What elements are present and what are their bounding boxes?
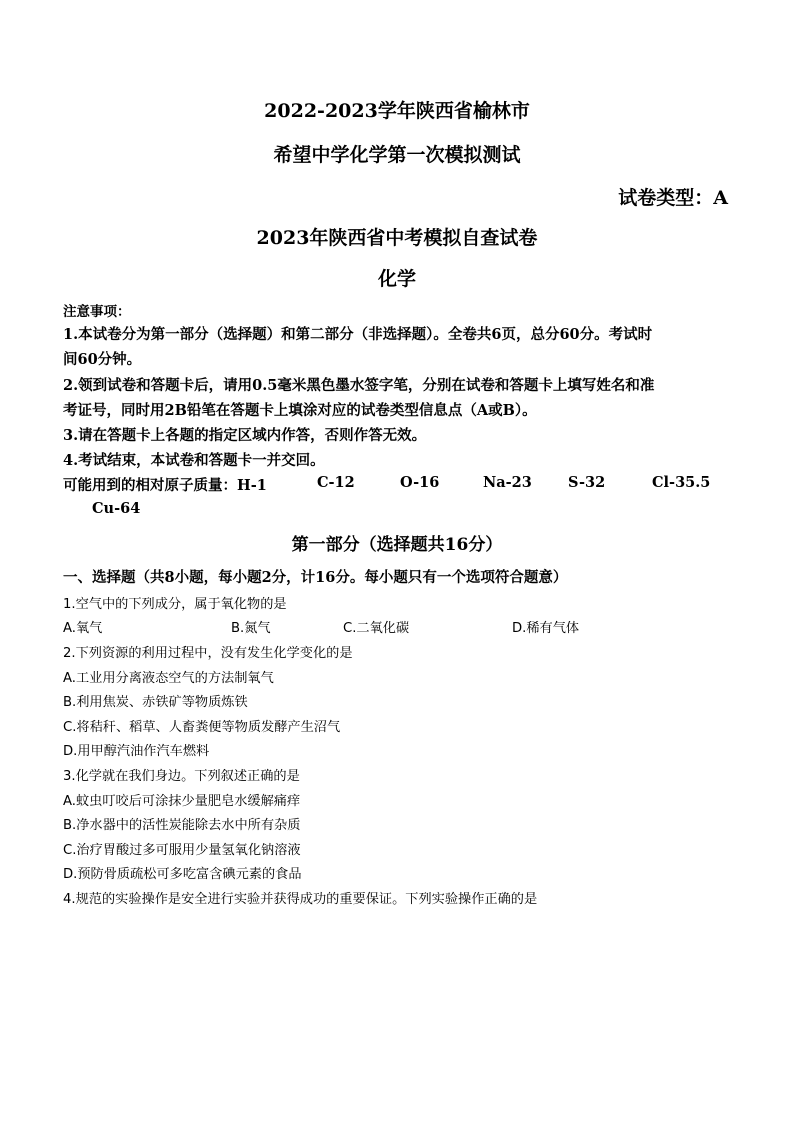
question-4-stem: 4.规范的实验操作是安全进行实验并获得成功的重要保证。下列实验操作正确的是 <box>63 892 538 907</box>
title-line-2: 希望中学化学第一次模拟测试 <box>273 144 521 166</box>
note-item: 考证号，同时用2B铅笔在答题卡上填涂对应的试卷类型信息点（A或B）。 <box>63 402 537 419</box>
notes-heading: 注意事项： <box>63 304 131 320</box>
title-line-1: 2022-2023学年陕西省榆林市 <box>264 100 530 122</box>
question-2-option-a: A.工业用分离液态空气的方法制氧气 <box>63 671 274 686</box>
atomic-mass-s: S-32 <box>568 474 606 491</box>
question-1-option-d: D.稀有气体 <box>512 621 580 636</box>
question-1-stem: 1.空气中的下列成分，属于氧化物的是 <box>63 597 287 612</box>
question-1-option-a: A.氧气 <box>63 621 103 636</box>
part-one-heading: 第一部分（选择题共16分） <box>291 535 503 555</box>
atomic-mass-cu: Cu-64 <box>92 500 141 517</box>
question-2-option-d: D.用甲醇汽油作汽车燃料 <box>63 744 210 759</box>
atomic-mass-na: Na-23 <box>483 474 532 491</box>
note-item: 间60分钟。 <box>63 351 142 368</box>
question-3-option-c: C.治疗胃酸过多可服用少量氢氧化钠溶液 <box>63 843 301 858</box>
question-1-option-c: C.二氧化碳 <box>343 621 410 636</box>
note-item: 4.考试结束，本试卷和答题卡一并交回。 <box>63 452 325 469</box>
atomic-mass-c: C-12 <box>317 474 355 491</box>
section-instructions: 一、选择题（共8小题，每小题2分，计16分。每小题只有一个选项符合题意） <box>63 569 568 586</box>
paper-type: 试卷类型：A <box>618 187 728 209</box>
note-item: 2.领到试卷和答题卡后，请用0.5毫米黑色墨水签字笔，分别在试卷和答题卡上填写姓名和准 <box>63 377 655 394</box>
question-2-stem: 2.下列资源的利用过程中，没有发生化学变化的是 <box>63 646 353 661</box>
question-2-option-c: C.将秸秆、稻草、人畜粪便等物质发酵产生沼气 <box>63 720 341 735</box>
atomic-masses-label: 可能用到的相对原子质量：H-1 <box>63 477 267 494</box>
question-3-option-d: D.预防骨质疏松可多吃富含碘元素的食品 <box>63 867 302 882</box>
atomic-mass-o: O-16 <box>400 474 440 491</box>
question-3-stem: 3.化学就在我们身边。下列叙述正确的是 <box>63 769 300 784</box>
question-1-option-b: B.氮气 <box>231 621 271 636</box>
exam-title: 2023年陕西省中考模拟自查试卷 <box>256 227 538 249</box>
question-3-option-a: A.蚊虫叮咬后可涂抹少量肥皂水缓解痛痒 <box>63 794 301 809</box>
question-2-option-b: B.利用焦炭、赤铁矿等物质炼铁 <box>63 695 248 710</box>
note-item: 1.本试卷分为第一部分（选择题）和第二部分（非选择题）。全卷共6页，总分60分。考试时 <box>63 326 653 343</box>
note-item: 3.请在答题卡上各题的指定区域内作答，否则作答无效。 <box>63 427 427 444</box>
atomic-mass-cl: Cl-35.5 <box>652 474 711 491</box>
question-3-option-b: B.净水器中的活性炭能除去水中所有杂质 <box>63 818 301 833</box>
subject-title: 化学 <box>377 268 416 290</box>
